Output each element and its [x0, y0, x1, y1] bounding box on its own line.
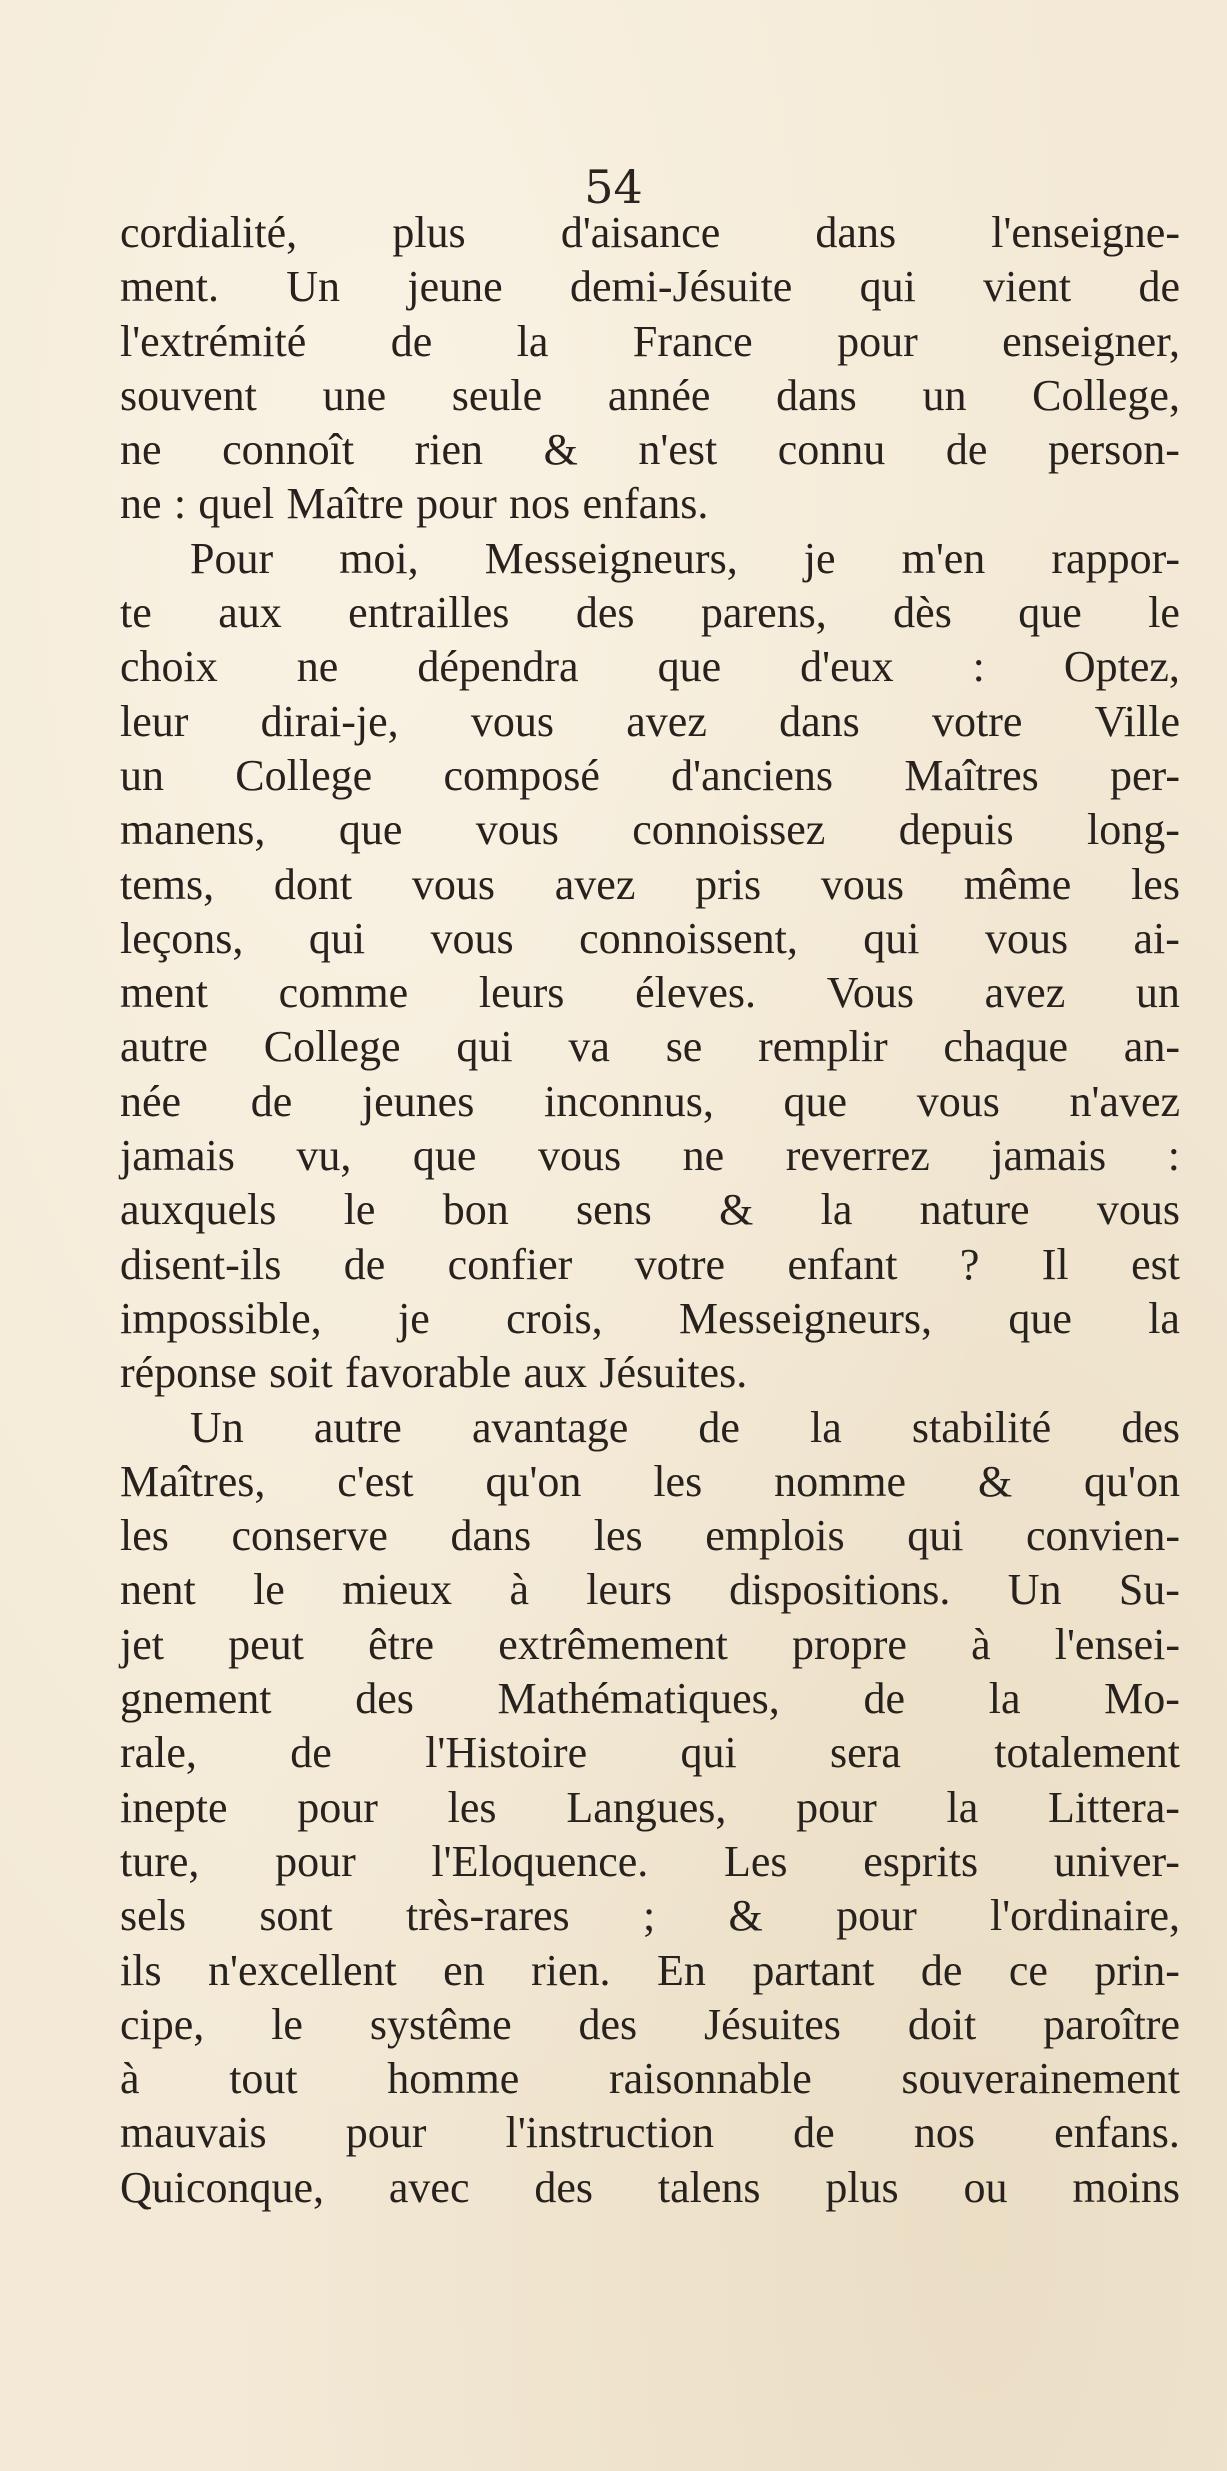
word: éleves.: [635, 968, 757, 1018]
word: dispositions.: [729, 1565, 951, 1615]
word: à: [509, 1565, 529, 1615]
word: enseigner,: [1002, 316, 1180, 366]
text-line: [120, 640, 1180, 694]
word: En: [656, 1945, 706, 1995]
body-text: [120, 206, 1180, 2215]
word: pour: [836, 1891, 917, 1941]
word: manens,: [120, 805, 266, 855]
word: Maîtres,: [120, 1456, 266, 1506]
word: une: [322, 370, 387, 420]
word: conserve: [231, 1511, 388, 1561]
word: reverrez: [785, 1131, 930, 1181]
word: année: [607, 370, 711, 420]
word: ai-: [1133, 913, 1180, 963]
word: l'instruction: [505, 2108, 714, 2158]
word: paroître: [1043, 1999, 1180, 2049]
word: te: [120, 588, 152, 638]
word: person-: [1047, 425, 1180, 475]
word: vous: [916, 1076, 1000, 1126]
text-line: [120, 1075, 1180, 1129]
word: qui: [863, 913, 920, 963]
word: :: [1167, 1131, 1180, 1181]
word: des: [355, 1674, 414, 1724]
word: vient: [983, 262, 1072, 312]
word: d'eux: [800, 642, 894, 692]
word: enfans.: [1054, 2108, 1180, 2158]
text-line: [120, 1672, 1180, 1726]
text-line: [120, 1401, 1180, 1455]
word: parens,: [700, 588, 827, 638]
text-line: [120, 1509, 1180, 1563]
word: comme: [278, 968, 409, 1018]
word: le: [343, 1185, 376, 1235]
word: que: [657, 642, 722, 692]
word: nos: [509, 479, 571, 529]
word: tems,: [120, 859, 215, 909]
word: &: [719, 1185, 754, 1235]
word: enfant: [787, 1239, 898, 1289]
word: de: [390, 316, 433, 366]
word: rale,: [120, 1728, 197, 1778]
word: vous: [430, 913, 514, 963]
word: de: [290, 1728, 332, 1778]
word: dans: [815, 208, 897, 257]
text-line: [120, 2106, 1180, 2160]
word: va: [568, 1022, 610, 1072]
word: cordialité,: [120, 208, 298, 257]
word: Pour: [190, 533, 274, 583]
word: de: [1138, 262, 1180, 312]
word: connoissez: [632, 805, 826, 855]
word: jeunes: [361, 1076, 475, 1126]
word: mauvais: [120, 2108, 267, 2158]
word: gnement: [120, 1674, 272, 1724]
word: long-: [1087, 805, 1180, 855]
word: le: [253, 1565, 285, 1615]
word: per-: [1110, 750, 1180, 800]
word: vu,: [296, 1131, 352, 1181]
word: le: [1148, 588, 1180, 638]
word: connu: [777, 425, 886, 475]
word: ment: [120, 968, 208, 1018]
word: souverainement: [901, 2054, 1180, 2104]
word: la: [516, 316, 549, 366]
word: qui: [907, 1511, 964, 1561]
word: Jésuites.: [599, 1348, 748, 1398]
word: très-rares: [405, 1891, 570, 1941]
word: un: [922, 370, 967, 420]
word: plus: [392, 208, 466, 257]
word: Messeigneurs,: [484, 533, 738, 583]
word: je: [803, 533, 836, 583]
word: crois,: [506, 1293, 603, 1343]
text-line: [120, 1020, 1180, 1074]
word: de: [945, 425, 988, 475]
word: l'Histoire: [425, 1728, 588, 1778]
word: doit: [907, 1999, 977, 2049]
word: peut: [228, 1619, 304, 1669]
word: vous: [820, 859, 905, 909]
word: an-: [1123, 1022, 1180, 1072]
word: nature: [919, 1185, 1030, 1235]
word: Vous: [826, 968, 914, 1018]
text-line: [120, 1563, 1180, 1617]
word: univer-: [1053, 1836, 1180, 1886]
word: &: [977, 1456, 1013, 1506]
word: Jésuites: [704, 1999, 841, 2049]
word: &: [543, 425, 578, 475]
word: bon: [442, 1185, 509, 1235]
word: pour: [297, 1782, 378, 1832]
word: sels: [120, 1891, 186, 1941]
word: prin-: [1094, 1945, 1180, 1995]
paragraph: [120, 1401, 1180, 2215]
word: rien.: [531, 1945, 611, 1995]
word: la: [1148, 1293, 1180, 1343]
word: totalement: [994, 1728, 1180, 1778]
word: un: [120, 750, 164, 800]
word: que: [338, 805, 403, 855]
paragraph: [120, 532, 1180, 1401]
word: les: [593, 1511, 643, 1561]
word: sera: [830, 1728, 901, 1778]
word: autre: [313, 1402, 402, 1452]
text-line: [120, 1183, 1180, 1237]
word: c'est: [337, 1456, 414, 1506]
word: que: [1008, 1293, 1072, 1343]
word: en: [443, 1945, 485, 1995]
word: jamais: [120, 1131, 235, 1181]
word: les: [1131, 859, 1180, 909]
word: l'Eloquence.: [431, 1836, 649, 1886]
text-line: [120, 206, 1180, 260]
word: de: [863, 1674, 906, 1724]
text-line: [120, 315, 1180, 369]
text-line: [120, 369, 1180, 423]
word: aux: [218, 588, 282, 638]
text-line: [120, 1292, 1180, 1346]
word: votre: [634, 1239, 726, 1289]
word: jamais: [991, 1131, 1107, 1181]
word: n'avez: [1069, 1076, 1180, 1126]
word: systême: [369, 1999, 512, 2049]
word: qu'on: [485, 1456, 582, 1506]
word: le: [271, 1999, 303, 2049]
word: ne: [296, 642, 339, 692]
word: vous: [984, 913, 1069, 963]
word: :: [173, 479, 187, 529]
word: de: [250, 1076, 293, 1126]
text-line: [120, 1726, 1180, 1780]
word: ;: [642, 1891, 656, 1941]
word: leçons,: [120, 913, 244, 963]
word: depuis: [898, 805, 1014, 855]
word: de: [793, 2108, 835, 2158]
word: tout: [229, 2054, 298, 2104]
word: m'en: [901, 533, 986, 583]
word: des: [534, 2162, 593, 2212]
word: chaque: [943, 1022, 1069, 1072]
word: rien: [414, 425, 484, 475]
word: leurs: [586, 1565, 672, 1615]
word: pris: [695, 859, 762, 909]
word: se: [665, 1022, 703, 1072]
word: qu'on: [1084, 1456, 1180, 1506]
word: des: [575, 588, 635, 638]
word: ne: [120, 479, 162, 529]
word: être: [368, 1619, 435, 1669]
word: à: [120, 2054, 140, 2104]
word: leurs: [478, 968, 565, 1018]
page-number: 54: [584, 160, 643, 214]
word: que: [412, 1131, 477, 1181]
word: les: [120, 1511, 169, 1561]
text-line: [120, 803, 1180, 857]
word: avez: [554, 859, 636, 909]
word: dont: [273, 859, 353, 909]
word: ne: [120, 425, 162, 475]
word: ?: [959, 1239, 980, 1289]
word: inepte: [120, 1782, 228, 1832]
word: ou: [963, 2162, 1008, 2212]
word: connoît: [222, 425, 355, 475]
word: homme: [387, 2054, 520, 2104]
word: favorable: [345, 1348, 512, 1398]
word: College: [263, 1022, 401, 1072]
word: des: [578, 1999, 638, 2049]
word: un: [1135, 968, 1180, 1018]
word: composé: [443, 750, 600, 800]
word: qui: [308, 913, 366, 963]
word: sont: [259, 1891, 333, 1941]
word: dans: [776, 370, 857, 420]
word: :: [972, 642, 985, 692]
word: dirai-je,: [260, 696, 399, 746]
word: Les: [723, 1836, 788, 1886]
word: Un: [286, 262, 341, 312]
word: &: [728, 1891, 763, 1941]
word: rappor-: [1051, 533, 1180, 583]
word: moi,: [339, 533, 419, 583]
word: qui: [456, 1022, 513, 1072]
word: même: [963, 859, 1072, 909]
word: pour: [837, 316, 918, 366]
text-line: [120, 1944, 1180, 1998]
word: pour: [275, 1836, 356, 1886]
text-line: [120, 1835, 1180, 1889]
text-line: [120, 2052, 1180, 2106]
word: les: [447, 1782, 497, 1832]
word: pour: [345, 2108, 427, 2158]
word: emplois: [705, 1511, 845, 1561]
word: seule: [451, 370, 543, 420]
word: des: [1121, 1402, 1180, 1452]
word: autre: [120, 1022, 208, 1072]
text-line: [120, 586, 1180, 640]
text-line: [120, 1618, 1180, 1672]
word: avez: [984, 968, 1066, 1018]
word: vous: [411, 859, 495, 909]
word: la: [820, 1185, 853, 1235]
word: ne: [682, 1131, 725, 1181]
word: Mathématiques,: [497, 1674, 780, 1724]
word: inconnus,: [543, 1076, 714, 1126]
word: avez: [626, 696, 707, 746]
word: raisonnable: [608, 2054, 812, 2104]
word: auxquels: [120, 1185, 277, 1235]
word: la: [946, 1782, 979, 1832]
word: vous: [1096, 1185, 1180, 1235]
word: disent-ils: [120, 1239, 282, 1289]
word: n'excellent: [208, 1945, 397, 1995]
word: de: [343, 1239, 386, 1289]
word: n'est: [638, 425, 718, 475]
paragraph: [120, 206, 1180, 532]
word: remplir: [758, 1022, 888, 1072]
word: France: [632, 316, 753, 366]
text-line: [120, 749, 1180, 803]
word: nent: [120, 1565, 196, 1615]
word: entrailles: [348, 588, 510, 638]
word: choix: [120, 642, 218, 692]
word: nos: [913, 2108, 975, 2158]
text-line: [120, 1781, 1180, 1835]
word: la: [988, 1674, 1021, 1724]
word: est: [1131, 1239, 1180, 1289]
word: esprits: [863, 1836, 979, 1886]
word: dès: [893, 588, 952, 638]
text-line: [120, 912, 1180, 966]
word: l'ordinaire,: [990, 1891, 1180, 1941]
word: qui: [859, 262, 916, 312]
word: Un: [1007, 1565, 1062, 1615]
text-line: [120, 1998, 1180, 2052]
word: Maître: [286, 479, 404, 529]
word: que: [1018, 588, 1082, 638]
text-line: [120, 2161, 1180, 2215]
word: l'enseigne-: [991, 208, 1180, 257]
text-line: [120, 1889, 1180, 1943]
text-line: [120, 1129, 1180, 1183]
word: moins: [1072, 2162, 1180, 2212]
word: jeune: [407, 262, 503, 312]
word: Su-: [1118, 1565, 1180, 1615]
word: confier: [447, 1239, 573, 1289]
word: Ville: [1094, 696, 1180, 746]
word: l'ensei-: [1054, 1619, 1180, 1669]
word: avantage: [471, 1402, 629, 1452]
word: Un: [190, 1402, 244, 1452]
word: Littera-: [1048, 1782, 1180, 1832]
word: convien-: [1026, 1511, 1180, 1561]
word: Mo-: [1104, 1674, 1180, 1724]
word: qui: [680, 1728, 737, 1778]
word: réponse: [120, 1348, 257, 1398]
word: soit: [269, 1348, 333, 1398]
word: de: [920, 1945, 963, 1995]
word: de: [698, 1402, 740, 1452]
word: cipe,: [120, 1999, 205, 2049]
word: Maîtres: [904, 750, 1039, 800]
word: souvent: [120, 370, 257, 420]
word: l'extrémité: [120, 316, 307, 366]
word: à: [971, 1619, 991, 1669]
word: que: [783, 1076, 848, 1126]
text-line: [120, 423, 1180, 477]
word: pour: [796, 1782, 877, 1832]
word: extrêmement: [498, 1619, 728, 1669]
word: née: [120, 1076, 182, 1126]
word: vous: [537, 1131, 622, 1181]
word: vous: [475, 805, 559, 855]
word: avec: [388, 2162, 470, 2212]
word: dans: [450, 1511, 532, 1561]
word: demi-Jésuite: [569, 262, 793, 312]
word: Langues,: [566, 1782, 727, 1832]
word: dépendra: [417, 642, 579, 692]
word: aux: [523, 1348, 588, 1398]
word: College: [235, 750, 373, 800]
text-line: [120, 260, 1180, 314]
word: dans: [779, 696, 860, 746]
word: Il: [1041, 1239, 1069, 1289]
word: Messeigneurs,: [679, 1293, 932, 1343]
word: propre: [792, 1619, 907, 1669]
word: enfans.: [582, 479, 709, 529]
word: ils: [120, 1945, 162, 1995]
text-line: [120, 1455, 1180, 1509]
text-line: [120, 532, 1180, 586]
text-line: [120, 858, 1180, 912]
text-line: [120, 477, 1180, 531]
word: Quiconque,: [120, 2162, 325, 2212]
word: sens: [576, 1185, 652, 1235]
text-line: [120, 695, 1180, 749]
word: d'anciens: [671, 750, 834, 800]
word: votre: [932, 696, 1023, 746]
text-line: [120, 1346, 1180, 1400]
word: ment.: [120, 262, 219, 312]
word: partant: [752, 1945, 875, 1995]
word: la: [810, 1402, 842, 1452]
word: College,: [1032, 370, 1180, 420]
word: vous: [470, 696, 555, 746]
word: leur: [120, 696, 189, 746]
word: ce: [1008, 1945, 1048, 1995]
word: jet: [120, 1619, 164, 1669]
word: pour: [416, 479, 497, 529]
word: connoissent,: [579, 913, 798, 963]
word: ture,: [120, 1836, 200, 1886]
text-line: [120, 966, 1180, 1020]
word: impossible,: [120, 1293, 322, 1343]
word: quel: [198, 479, 275, 529]
word: Optez,: [1063, 642, 1180, 692]
word: plus: [825, 2162, 899, 2212]
text-line: [120, 1238, 1180, 1292]
word: mieux: [342, 1565, 453, 1615]
word: je: [398, 1293, 430, 1343]
word: talens: [657, 2162, 761, 2212]
word: nomme: [774, 1456, 907, 1506]
word: stabilité: [911, 1402, 1052, 1452]
word: d'aisance: [560, 208, 721, 257]
word: les: [653, 1456, 703, 1506]
